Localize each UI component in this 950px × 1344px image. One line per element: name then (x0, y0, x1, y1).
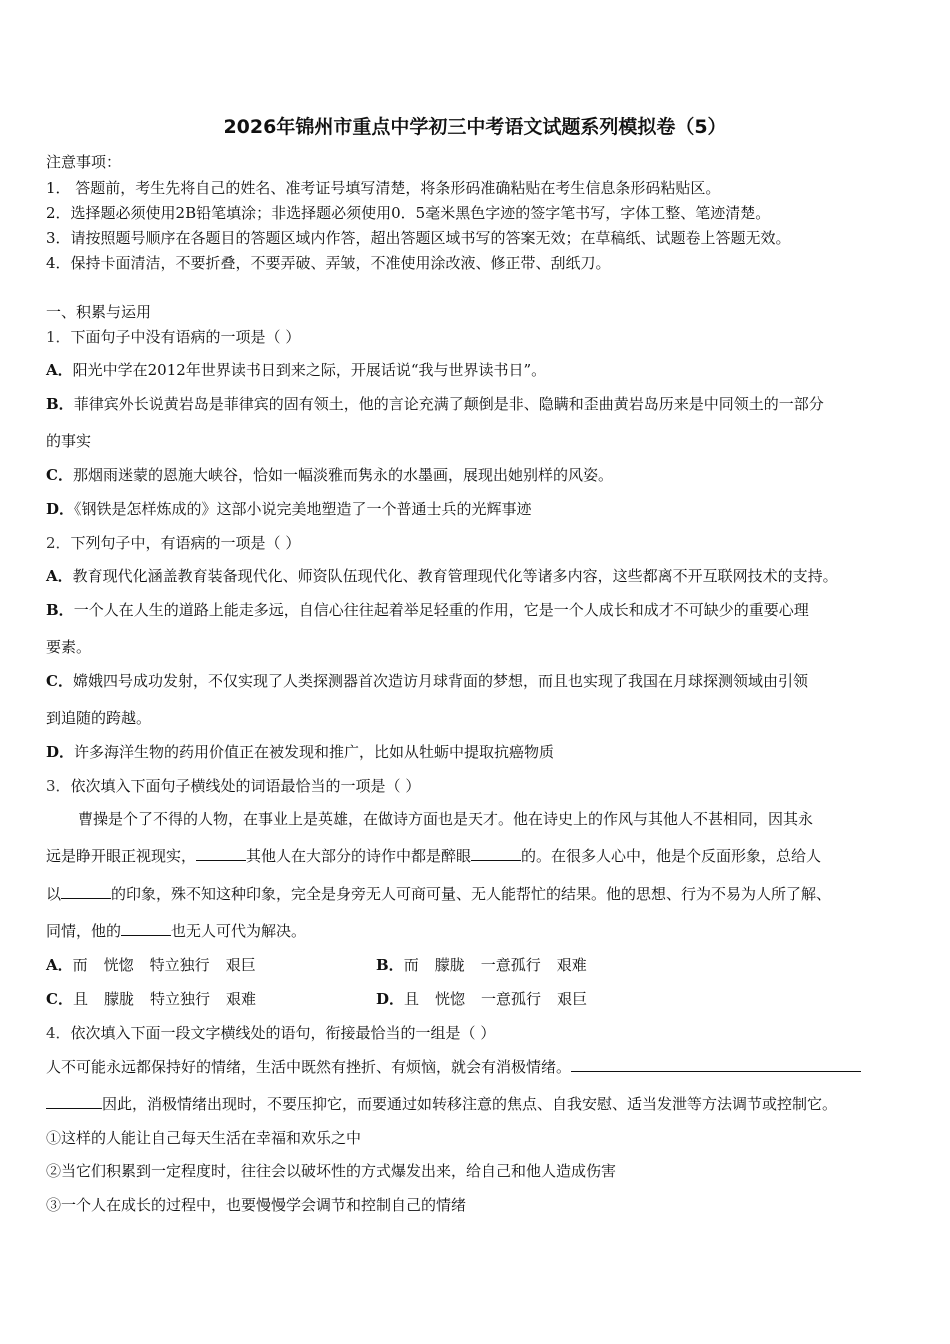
section-heading: 一、积累与运用 (46, 303, 152, 321)
option-label: D． (46, 743, 75, 761)
option-label: B． (46, 395, 74, 413)
q4-item: ①这样的人能让自己每天生活在幸福和欢乐之中 (46, 1129, 362, 1147)
q1-option-a: A．阳光中学在2012年世界读书日到来之际，开展话说“我与世界读书日”。 (46, 361, 547, 379)
fill-blank[interactable] (471, 846, 521, 861)
q4-passage-line: 人不可能永远都保持好的情绪，生活中既然有挫折、有烦恼，就会有消极情绪。 (46, 1057, 861, 1077)
q3-passage-line: 同情，他的 也无人可代为解决。 (46, 922, 307, 940)
option-label: C． (46, 672, 73, 690)
fill-blank[interactable] (121, 921, 171, 936)
page-title: 2026年锦州市重点中学初三中考语文试题系列模拟卷（5） (223, 116, 727, 138)
notice-item: 4．保持卡面清洁，不要折叠，不要弄破、弄皱，不准使用涂改液、修正带、刮纸刀。 (46, 254, 611, 272)
question-number: 2． (46, 534, 71, 552)
fill-blank[interactable] (46, 1094, 102, 1109)
option-label: C． (46, 466, 73, 484)
q3-option-b: B．而 朦胧 一意孤行 艰难 (376, 956, 587, 974)
q2-option-b: B．一个人在人生的道路上能走多远，自信心往往起着举足轻重的作用，它是一个人成长和成才不可缺少的重要心理 (46, 601, 809, 619)
q1-option-b-cont: 的事实 (46, 432, 92, 450)
q3-option-c: C．且 朦胧 特立独行 艰难 (46, 990, 257, 1008)
option-label: B． (46, 601, 74, 619)
q2-option-c: C．嫦娥四号成功发射，不仅实现了人类探测器首次造访月球背面的梦想，而且也实现了我国在月球探测领域由引领 (46, 672, 808, 690)
q2-option-d: D．许多海洋生物的药用价值正在被发现和推广，比如从牡蛎中提取抗癌物质 (46, 743, 555, 761)
fill-blank[interactable] (196, 846, 246, 861)
question-2-stem: 2．下列句子中，有语病的一项是（ ） (46, 534, 301, 552)
q1-option-d: D．《钢铁是怎样炼成的》这部小说完美地塑造了一个普通士兵的光辉事迹 (46, 500, 532, 518)
question-1-stem: 1．下面句子中没有语病的一项是（ ） (46, 328, 301, 346)
option-label: D． (46, 500, 75, 518)
q1-option-c: C．那烟雨迷蒙的恩施大峡谷，恰如一幅淡雅而隽永的水墨画，展现出她别样的风姿。 (46, 466, 613, 484)
question-4-stem: 4．依次填入下面一段文字横线处的语句，衔接最恰当的一组是（ ） (46, 1024, 496, 1042)
q4-item: ③一个人在成长的过程中，也要慢慢学会调节和控制自己的情绪 (46, 1196, 467, 1214)
notice-heading: 注意事项： (46, 153, 122, 171)
option-label: A． (46, 361, 73, 379)
question-number: 3． (46, 777, 71, 795)
q1-option-b: B．菲律宾外长说黄岩岛是菲律宾的固有领土，他的言论充满了颠倒是非、隐瞒和歪曲黄岩岛历来是中同领土的一部分 (46, 395, 824, 413)
q3-passage-line: 远是睁开眼正视现实， 其他人在大部分的诗作中都是醉眼 的。在很多人心中，他是个反面形象，总给人 (46, 847, 822, 865)
q2-option-a: A．教育现代化涵盖教育装备现代化、师资队伍现代化、教育管理现代化等诸多内容，这些都离不开互联网技术的支持。 (46, 567, 838, 585)
fill-blank[interactable] (571, 1057, 861, 1072)
q3-passage-line: 曹操是个了不得的人物，在事业上是英雄，在做诗方面也是天才。他在诗史上的作风与其他人不甚相同，因其永 (78, 810, 814, 828)
q4-passage-line: 因此，消极情绪出现时，不要压抑它，而要通过如转移注意的焦点、自我安慰、适当发泄等方法调节或控制它。 (46, 1094, 837, 1114)
q2-option-b-cont: 要素。 (46, 638, 92, 656)
notice-item: 1． 答题前，考生先将自己的姓名、准考证号填写清楚，将条形码准确粘贴在考生信息条形码粘贴区。 (46, 179, 721, 197)
question-number: 4． (46, 1024, 71, 1042)
notice-item: 2．选择题必须使用2B铅笔填涂；非选择题必须使用0．5毫米黑色字迹的签字笔书写，字体工整、笔迹清楚。 (46, 204, 771, 222)
option-label: A． (46, 567, 73, 585)
notice-item: 3．请按照题号顺序在各题目的答题区域内作答，超出答题区域书写的答案无效；在草稿纸、试题卷上答题无效。 (46, 229, 791, 247)
q3-passage-line: 以 的印象，殊不知这种印象，完全是身旁无人可商可量、无人能帮忙的结果。他的思想、行为不易为人所了解、 (46, 885, 832, 903)
question-number: 1． (46, 328, 71, 346)
q3-option-d: D．且 恍惚 一意孤行 艰巨 (376, 990, 588, 1008)
q3-option-a: A．而 恍惚 特立独行 艰巨 (46, 956, 256, 974)
q4-item: ②当它们积累到一定程度时，往往会以破坏性的方式爆发出来，给自己和他人造成伤害 (46, 1162, 617, 1180)
fill-blank[interactable] (61, 884, 111, 899)
question-3-stem: 3．依次填入下面句子横线处的词语最恰当的一项是（ ） (46, 777, 421, 795)
q2-option-c-cont: 到追随的跨越。 (46, 709, 152, 727)
